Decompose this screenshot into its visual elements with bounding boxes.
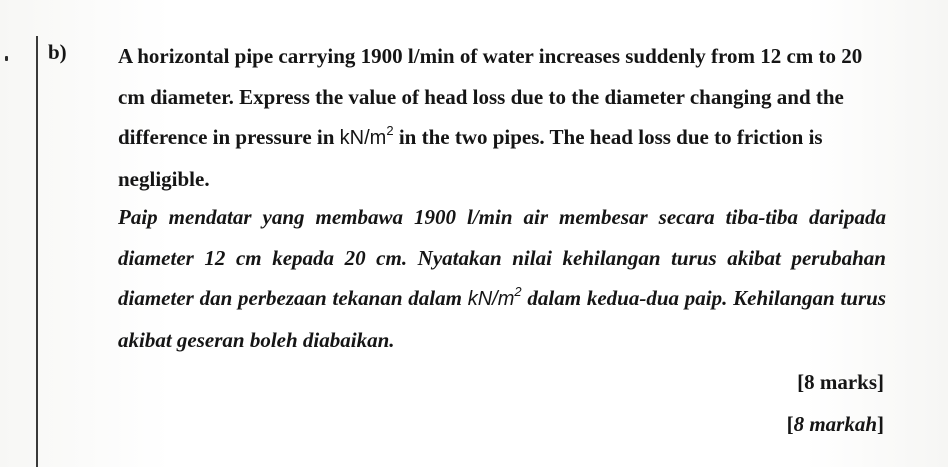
marks-malay	[787, 410, 884, 438]
question-text-english	[118, 36, 886, 199]
malay-text-part2: dalam kedua-dua paip. Kehilangan turus akibat geseran boleh diabaikan.	[118, 286, 886, 352]
english-unit-exponent: 2	[386, 123, 394, 139]
margin-mark	[5, 56, 8, 61]
english-text-part2: in the two pipes. The head loss due to friction is negligible.	[118, 125, 823, 191]
marks-malay-close: ]	[877, 412, 884, 436]
margin-rule	[36, 36, 38, 467]
question-text-malay	[118, 197, 886, 360]
malay-text-part1: Paip mendatar yang membawa 1900 l/min air membesar secara tiba-tiba daripada diameter 12 cm kepada 20 cm. Nyatakan nilai kehilangan turus akibat perubahan diameter dan perbezaan tekanan dalam	[118, 205, 886, 310]
malay-unit-exponent: 2	[514, 284, 522, 300]
marks-malay-word: 8 markah	[793, 412, 877, 436]
marks-english: [8 marks]	[797, 370, 884, 394]
english-unit	[339, 123, 394, 149]
malay-unit	[467, 284, 522, 310]
marks-malay-open: [	[786, 412, 794, 436]
english-text-part1: A horizontal pipe carrying 1900 l/min of water increases suddenly from 12 cm to 20 cm diameter. Express the value of head loss due to the diameter changing and the difference in pressure in	[118, 44, 863, 149]
english-unit-base: kN/m	[339, 127, 387, 149]
malay-unit-base: kN/m	[467, 288, 515, 310]
question-label: b)	[48, 40, 67, 64]
